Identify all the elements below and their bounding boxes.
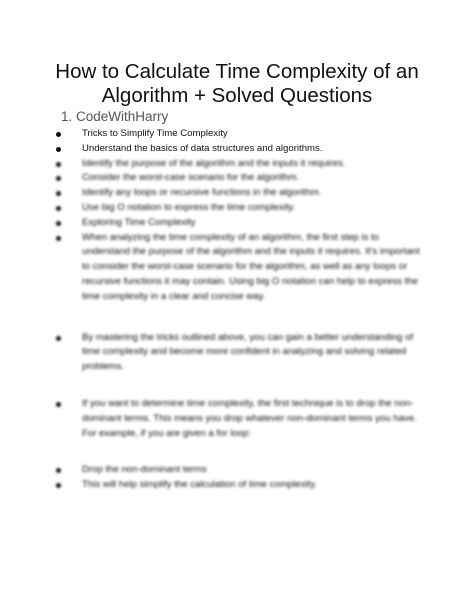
list-item-text: Exploring Time Complexity bbox=[82, 216, 196, 228]
list-item-text: Tricks to Simplify Time Complexity bbox=[82, 128, 228, 139]
bullet-icon bbox=[56, 221, 61, 226]
bullet-list bbox=[56, 127, 428, 493]
list-item bbox=[56, 478, 428, 493]
list-item bbox=[56, 186, 428, 201]
list-item-text: Use big O notation to express the time complexity. bbox=[82, 201, 296, 213]
list-item bbox=[56, 216, 428, 231]
list-item-text: If you want to determine time complexity, the first technique is to drop the non-dominant terms. This means you drop whatever non-dominant terms you have. For example, if you are given a for loop: bbox=[82, 397, 417, 439]
page-title-line-1: How to Calculate Time Complexity of an bbox=[55, 60, 419, 83]
section-heading: 1. CodeWithHarry bbox=[61, 109, 169, 124]
list-item bbox=[56, 331, 428, 375]
list-item-text: Identify any loops or recursive functions in the algorithm. bbox=[82, 187, 322, 199]
list-item bbox=[56, 463, 428, 478]
page-title-line-2: Algorithm + Solved Questions bbox=[101, 84, 373, 107]
list-item-text: Identify the purpose of the algorithm and the inputs it requires. bbox=[82, 157, 346, 169]
list-item bbox=[56, 157, 428, 172]
list-item bbox=[56, 397, 428, 441]
list-item bbox=[56, 127, 428, 142]
list-item-text: Understand the basics of data structures and algorithms. bbox=[82, 142, 323, 154]
bullet-icon bbox=[56, 336, 61, 341]
bullet-icon bbox=[56, 162, 61, 167]
list-item-text: This will help simplify the calculation of time complexity. bbox=[82, 479, 317, 491]
list-item-text: By mastering the tricks outlined above, you can gain a better understanding of time complexity and become more confident in analyzing and solving related problems. bbox=[82, 331, 414, 373]
bullet-icon bbox=[56, 191, 61, 196]
bullet-icon bbox=[56, 402, 61, 407]
bullet-icon bbox=[56, 147, 61, 152]
list-item bbox=[56, 231, 428, 305]
bullet-icon bbox=[56, 132, 61, 137]
list-item-text: Drop the non-dominant terms bbox=[82, 464, 207, 476]
bullet-icon bbox=[56, 236, 61, 241]
bullet-icon bbox=[56, 468, 61, 473]
bullet-icon bbox=[56, 206, 61, 211]
list-item-text: Consider the worst-case scenario for the algorithm. bbox=[82, 172, 300, 184]
bullet-icon bbox=[56, 483, 61, 488]
list-item bbox=[56, 171, 428, 186]
list-item bbox=[56, 142, 428, 157]
list-item-text: When analyzing the time complexity of an algorithm, the first step is to understand the purpose of the algorithm and the inputs it requires. It's important to consider the worst-case scenario for the algorithm, as well as any loops or recursive functions it may contain. Using big O notation can help to express the time complexity in a clear and concise way. bbox=[82, 231, 420, 302]
list-item bbox=[56, 201, 428, 216]
bullet-icon bbox=[56, 176, 61, 181]
